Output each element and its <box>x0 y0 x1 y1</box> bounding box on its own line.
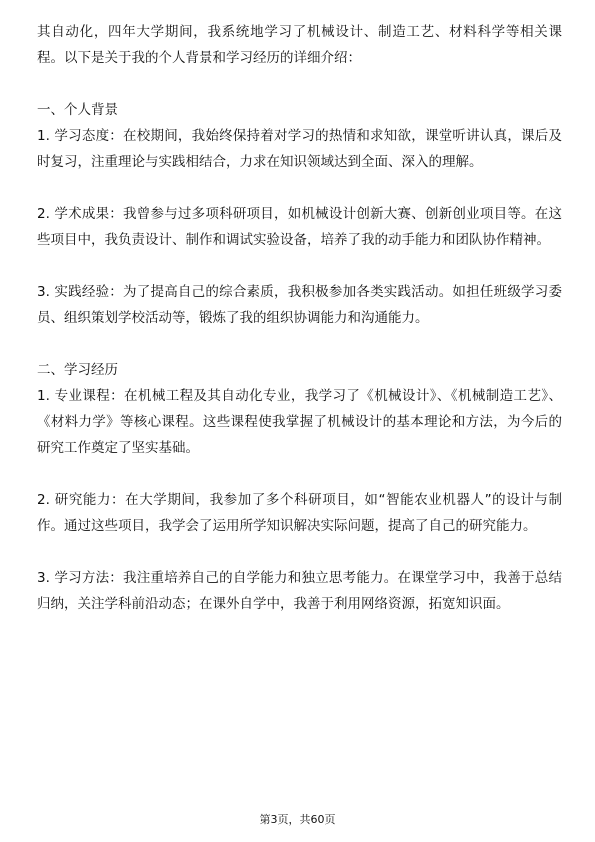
paragraph-practical-experience: 3. 实践经验：为了提高自己的综合素质，我积极参加各类实践活动。如担任班级学习委员、组织策划学校活动等，锻炼了我的组织协调能力和沟通能力。 <box>37 284 562 326</box>
section-heading-personal-background: 一、个人背景 <box>37 102 118 118</box>
document-body <box>37 19 562 617</box>
section-heading-learning-experience: 二、学习经历 <box>37 362 118 378</box>
paragraph-academic-achievements: 2. 学术成果：我曾参与过多项科研项目，如机械设计创新大赛、创新创业项目等。在这些项目中，我负责设计、制作和调试实验设备，培养了我的动手能力和团队协作精神。 <box>37 206 562 248</box>
intro-paragraph: 其自动化，四年大学期间，我系统地学习了机械设计、制造工艺、材料科学等相关课程。以下是关于我的个人背景和学习经历的详细介绍： <box>37 24 562 66</box>
paragraph-learning-attitude: 1. 学习态度：在校期间，我始终保持着对学习的热情和求知欲，课堂听讲认真，课后及时复习，注重理论与实践相结合，力求在知识领域达到全面、深入的理解。 <box>37 128 562 170</box>
paragraph-learning-methods: 3. 学习方法：我注重培养自己的自学能力和独立思考能力。在课堂学习中，我善于总结归纳，关注学科前沿动态；在课外自学中，我善于利用网络资源，拓宽知识面。 <box>37 570 562 612</box>
page-number-footer: 第3页，共60页 <box>259 813 336 826</box>
paragraph-professional-courses: 1. 专业课程：在机械工程及其自动化专业，我学习了《机械设计》、《机械制造工艺》、《材料力学》等核心课程。这些课程使我掌握了机械设计的基本理论和方法，为今后的研究工作奠定了坚实基础。 <box>37 388 562 456</box>
paragraph-research-ability: 2. 研究能力：在大学期间，我参加了多个科研项目，如“智能农业机器人”的设计与制作。通过这些项目，我学会了运用所学知识解决实际问题，提高了自己的研究能力。 <box>37 492 562 534</box>
